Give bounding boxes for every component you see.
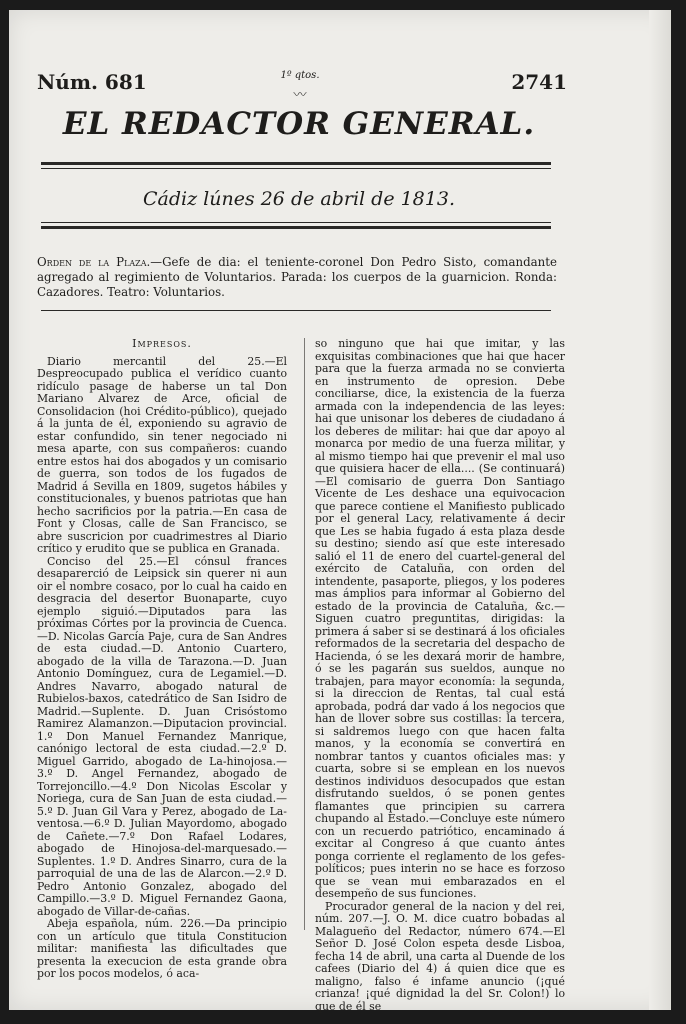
title-rule-thin <box>41 168 551 169</box>
column-divider <box>304 338 305 930</box>
date-rule-thick <box>41 226 551 229</box>
signature-ornament-icon: 〰 <box>293 88 307 103</box>
issue-number: Núm. 681 <box>37 70 147 94</box>
printer-signature: 1º qtos. <box>280 70 320 81</box>
section-rule <box>41 310 551 311</box>
article-paragraph: so ninguno que hai que imitar, y las exquisitas combinaciones que hai que hacer para que la fuerza armada no se convierta en instrumento de opresion. Debe conciliarse, dice, la existencia de la fuerza armada con la independencia de las leyes: hai que unisonar los deberes de ciudadano á los deberes de militar: hai que dar apoyo al monarca por medio de una fuerza militar, y al mismo tiempo hai que prevenir el mal uso que quisiera hacer de ella.... (Se continuará)—El comisario de guerra Don Santiago Vicente de Les deshace una equivocacion que parece contiene el Manifiesto publicado por el general Lacy, relativamente á decir que Les se habia fugado á esta plaza desde su destino; siendo así que este interesado salió el 11 de enero del cuartel-general del exército de Cataluña, con orden del intendente, pasaporte, pliegos, y los poderes mas ámplios para informar al Gobierno del estado de la provincia de Cataluña, &c.—Siguen cuatro preguntitas, dirigidas: la primera á saber si se destinará á los oficiales reformados de la secretaria del despacho de Hacienda, ó se les dexará morir de hambre, ó se les pagarán sus sueldos, aunque no trabajen, para mayor economía: la segunda, si la direccion de Rentas, tal cual está aprobada, podrá dar vado á los negocios que han de llover sobre sus costillas: la tercera, si saldremos luego con que hacen falta manos, y la economía se convertirá en nombrar tantos y cuantos oficiales mas: y cuarta, sobre si se emplean en los nuevos destinos individuos desocupados que estan disfrutando sueldos, ó se ponen gentes flamantes que principien su carrera chupando al Estado.—Concluye este número con un recuerdo patriótico, encaminado á excitar al Congreso á que cuanto ántes ponga corriente el reglamento de los gefes-políticos; pues interin no se hace es forzoso que se vean mui embarazados en el desempeño de sus funciones. <box>315 337 565 900</box>
orden-label: Orden de la Plaza. <box>37 255 151 269</box>
newspaper-page <box>9 10 671 1013</box>
article-paragraph: Conciso del 25.—El cónsul frances desaparerció de Leipsick sin querer ni aun oir el nombre cosaco, por lo cual ha caido en desgracia del desertor Buonaparte, cuyo ejemplo siguió.—Diputados para las próximas Córtes por la provincia de Cuenca.—D. Nicolas García Paje, cura de San Andres de esta ciudad.—D. Antonio Cuartero, abogado de la villa de Tarazona.—D. Juan Antonio Domínguez, cura de Legamiel.—D. Andres Navarro, abogado natural de Rubielos-baxos, catedrático de San Isidro de Madrid.—Suplente. D. Juan Crisóstomo Ramirez Alamanzon.—Diputacion provincial. 1.º Don Manuel Fernandez Manrique, canónigo lectoral de esta ciudad.—2.º D. Miguel Garrido, abogado de La-hinojosa.—3.º D. Angel Fernandez, abogado de Torrejoncillo.—4.º Don Nicolas Escolar y Noriega, cura de San Juan de esta ciudad.—5.º D. Juan Gil Vara y Perez, abogado de La-ventosa.—6.º D. Julian Mayordomo, abogado de Cañete.—7.º Don Rafael Lodares, abogado de Hinojosa-del-marquesado.—Suplentes. 1.º D. Andres Sinarro, cura de la parroquial de una de las de Alarcon.—2.º D. Pedro Antonio Gonzalez, abogado del Campillo.—3.º D. Miguel Fernandez Gaona, abogado de Villar-de-cañas. <box>37 554 287 918</box>
masthead-row <box>37 70 567 103</box>
article-paragraph: Diario mercantil del 25.—El Despreocupado publica el verídico cuanto ridículo pasage de haberse un tal Don Mariano Alvarez de Arce, oficial de Consolidacion (hoi Crédito-público), quejado á la junta de él, exponiendo su agravio de estar confundido, sin tener negociado ni mesa aparte, con sus compañeros: cuando entre estos hai dos abogados y un comisario de guerra, son todos de los fugados de Madrid á Sevilla en 1809, sugetos hábiles y constitucionales, y buenos patriotas que han hecho sacrificios por la patria.—En casa de Font y Closas, calle de San Francisco, se abre suscricion por cuadrimestres al Diario crítico y erudito que se publica en Granada. <box>37 354 287 555</box>
date-rule-thin <box>41 222 551 223</box>
orden-de-la-plaza <box>37 255 557 300</box>
article-paragraph: Abeja española, núm. 226.—Da principio con un artículo que titula Constitucion militar: manifiesta las dificultades que presenta la execucion de esta grande obra por los pocos modelos, ó aca- <box>37 917 287 980</box>
article-paragraph: Procurador general de la nacion y del rei, núm. 207.—J. O. M. dice cuatro bobadas al Malagueño del Redactor, número 674.—El Señor D. José Colon espeta desde Lisboa, fecha 14 de abril, una carta al Duende de los cafees (Diario del 4) á quien dice que es maligno, falso é infame anuncio (¡qué crianza! ¡qué dignidad la del Sr. Colon!) lo que de él se <box>315 899 565 1013</box>
page-number: 2741 <box>511 70 567 94</box>
newspaper-title: EL REDACTOR GENERAL. <box>62 106 536 142</box>
page-edge-shadow <box>649 10 671 1010</box>
title-rule-thick <box>41 162 551 165</box>
dateline: Cádiz lúnes 26 de abril de 1813. <box>142 188 455 210</box>
orden-text: —Gefe de dia: el teniente-coronel Don Pedro Sisto, comandante agregado al regimiento de Voluntarios. Parada: los cuerpos de la guarnicion. Ronda: Cazadores. Teatro: Voluntarios. <box>37 255 558 299</box>
right-column <box>315 337 565 1013</box>
left-column <box>37 337 287 980</box>
section-heading-impresos: Impresos. <box>132 337 192 350</box>
